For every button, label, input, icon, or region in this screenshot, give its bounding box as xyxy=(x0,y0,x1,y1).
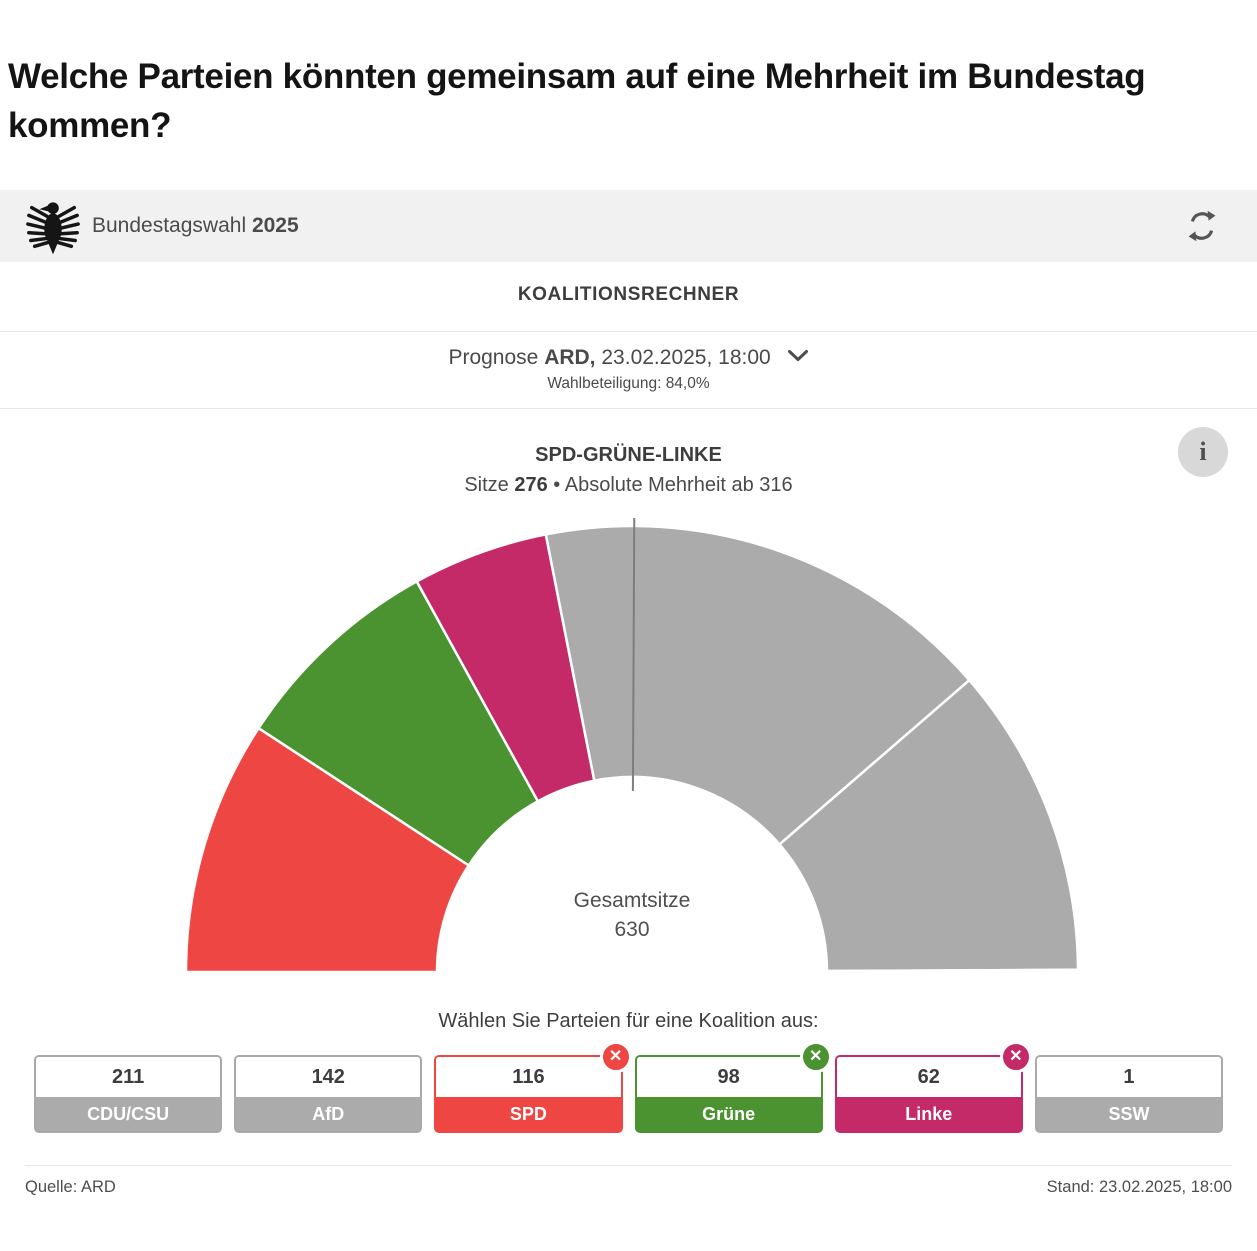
prognose-source: ARD, xyxy=(544,346,596,369)
party-seats-value: 211 xyxy=(36,1057,220,1097)
widget-header xyxy=(0,190,1257,262)
chevron-down-icon xyxy=(787,349,809,362)
turnout-label: Wahlbeteiligung: 84,0% xyxy=(547,375,710,392)
seats-value: 276 xyxy=(514,474,548,496)
party-button-row xyxy=(34,1048,1223,1133)
party-button-gruene[interactable] xyxy=(635,1048,823,1133)
coalition-select-prompt: Wählen Sie Parteien für eine Koalition aus: xyxy=(438,1010,819,1032)
party-button-afd[interactable] xyxy=(234,1055,422,1133)
coalition-title: SPD-GRÜNE-LINKE xyxy=(535,444,722,466)
calculator-heading: KOALITIONSRECHNER xyxy=(517,284,740,305)
prognose-dropdown[interactable] xyxy=(0,346,1257,370)
prognose-datetime: 23.02.2025, 18:00 xyxy=(601,346,771,369)
source-label: Quelle: ARD xyxy=(25,1178,116,1196)
header-brand: Bundestagswahl 2025 xyxy=(92,214,299,237)
party-seats-value: 1 xyxy=(1037,1057,1221,1097)
party-name-label: AfD xyxy=(236,1097,420,1131)
bullet: • xyxy=(553,474,561,496)
divider xyxy=(0,331,1257,332)
party-name-label: Grüne xyxy=(637,1097,821,1131)
party-button-ssw[interactable] xyxy=(1035,1055,1223,1133)
divider xyxy=(25,1165,1232,1166)
page-title: Welche Parteien könnten gemeinsam auf eine Mehrheit im Bundestag kommen? xyxy=(8,57,1146,145)
party-name-label: SPD xyxy=(436,1097,620,1131)
party-name-label: SSW xyxy=(1037,1097,1221,1131)
party-name-label: CDU/CSU xyxy=(36,1097,220,1131)
party-button-cdu-csu[interactable] xyxy=(34,1055,222,1133)
prognose-prefix: Prognose xyxy=(448,346,539,369)
refresh-icon xyxy=(1185,209,1219,243)
refresh-button[interactable] xyxy=(1185,209,1219,243)
remove-party-icon[interactable]: ✕ xyxy=(600,1041,632,1073)
bundestag-eagle-icon xyxy=(24,197,82,255)
party-seats-value: 142 xyxy=(236,1057,420,1097)
party-button-spd[interactable] xyxy=(434,1048,623,1133)
party-seats-value: 62 xyxy=(837,1057,1021,1097)
party-button-linke[interactable] xyxy=(835,1048,1023,1133)
party-seats-value: 116 xyxy=(436,1057,620,1097)
remove-party-icon[interactable]: ✕ xyxy=(1000,1041,1032,1073)
party-name-label: Linke xyxy=(837,1097,1021,1131)
total-seats-label: Gesamtsitze 630 xyxy=(573,889,691,941)
coalition-subtitle xyxy=(0,474,1257,497)
party-seats-value: 98 xyxy=(637,1057,821,1097)
remove-party-icon[interactable]: ✕ xyxy=(800,1041,832,1073)
stand-label: Stand: 23.02.2025, 18:00 xyxy=(1046,1178,1232,1196)
info-button[interactable]: i xyxy=(1178,427,1228,477)
majority-marker xyxy=(633,518,634,791)
majority-text: Absolute Mehrheit ab 316 xyxy=(564,474,793,496)
chart-segment-ssw xyxy=(827,970,1078,972)
seats-label: Sitze xyxy=(464,474,509,496)
divider xyxy=(0,408,1257,409)
